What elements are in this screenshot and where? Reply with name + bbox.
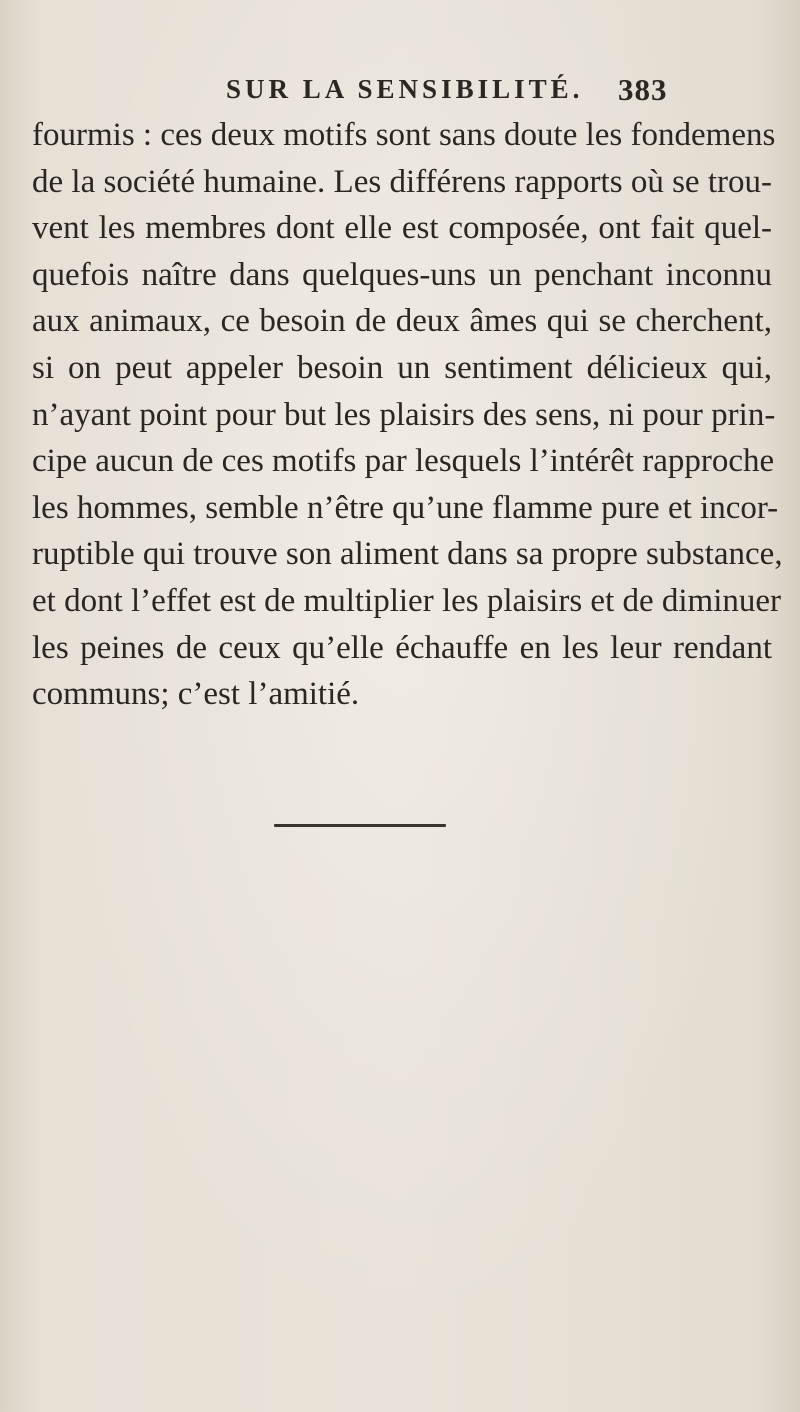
text-line: les hommes, semble n’être qu’une flamme pure et incor- <box>32 489 779 526</box>
text-line: cipe aucun de ces motifs par lesquels l’intérêt rapproche <box>32 443 775 480</box>
text-line: n’ayant point pour but les plaisirs des sens, ni pour prin- <box>32 396 776 433</box>
running-title: SUR LA SENSIBILITÉ. <box>226 74 584 104</box>
text-line: vent les membres dont elle est composée, ont fait quel- <box>32 210 772 247</box>
text-line: quefois naître dans quelques-uns un penchant inconnu <box>32 256 772 293</box>
text-line: et dont l’effet est de multiplier les plaisirs et de diminuer <box>32 582 782 619</box>
page-header <box>0 74 800 110</box>
text-line: les peines de ceux qu’elle échauffe en les leur rendant <box>32 629 772 666</box>
section-end-rule <box>274 824 446 827</box>
text-line: communs; c’est l’amitié. <box>32 676 360 713</box>
text-line: de la société humaine. Les différens rapports où se trou- <box>32 163 772 200</box>
text-line: ruptible qui trouve son aliment dans sa propre substance, <box>32 536 783 573</box>
text-line: si on peut appeler besoin un sentiment délicieux qui, <box>32 349 772 386</box>
body-paragraph <box>32 112 783 718</box>
page-number: 383 <box>618 72 668 107</box>
text-line: aux animaux, ce besoin de deux âmes qui se cherchent, <box>32 303 772 340</box>
text-line: fourmis : ces deux motifs sont sans doute les fondemens <box>32 117 776 153</box>
